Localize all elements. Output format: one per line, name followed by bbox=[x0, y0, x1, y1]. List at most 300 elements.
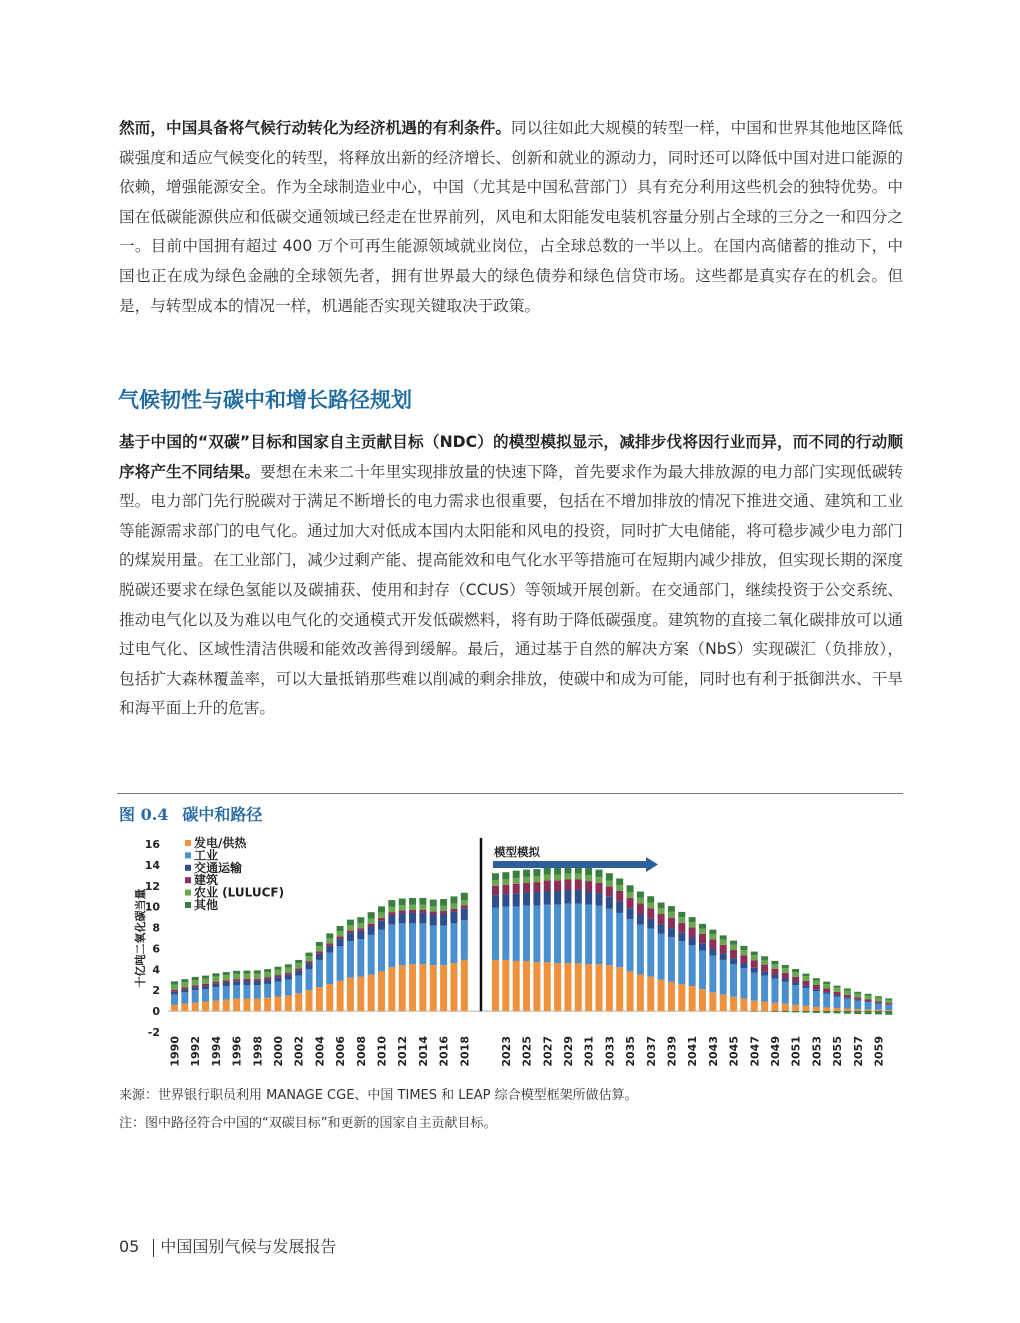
historical-bar-segment bbox=[275, 982, 282, 997]
projection-bar-segment bbox=[647, 896, 654, 902]
historical-bar-segment bbox=[223, 986, 230, 1000]
projection-sink-segment bbox=[813, 1011, 820, 1013]
historical-bar-segment bbox=[368, 927, 375, 935]
historical-bar-segment bbox=[419, 898, 426, 905]
historical-bar-segment bbox=[243, 981, 250, 985]
historical-bar-segment bbox=[275, 996, 282, 1011]
projection-sink-segment bbox=[823, 1011, 830, 1013]
historical-bar-segment bbox=[275, 977, 282, 982]
projection-bar-segment bbox=[865, 1002, 872, 1009]
x-tick-label: 2029 bbox=[561, 1036, 575, 1067]
historical-bar-segment bbox=[192, 1003, 199, 1011]
historical-bar-segment bbox=[357, 917, 364, 923]
projection-bar-segment bbox=[751, 968, 758, 973]
x-tick-label: 2027 bbox=[541, 1036, 555, 1067]
historical-bar-segment bbox=[212, 976, 219, 981]
historical-bar-segment bbox=[233, 974, 240, 979]
projection-bar-segment bbox=[637, 898, 644, 904]
projection-bar-segment bbox=[730, 964, 737, 996]
x-tick-label: 2039 bbox=[665, 1036, 679, 1067]
historical-bar-segment bbox=[368, 924, 375, 927]
x-tick-label: 2016 bbox=[437, 1036, 451, 1067]
projection-bar-segment bbox=[492, 908, 499, 960]
projection-bar-segment bbox=[771, 979, 778, 1003]
projection-bar-segment bbox=[554, 881, 561, 891]
historical-bar-segment bbox=[285, 967, 292, 972]
projection-bar-segment bbox=[689, 922, 696, 927]
historical-bar-segment bbox=[264, 977, 271, 979]
legend-label: 发电/供热 bbox=[194, 836, 247, 850]
legend-swatch bbox=[185, 902, 191, 908]
historical-bar-segment bbox=[264, 972, 271, 977]
historical-bar-segment bbox=[306, 990, 313, 1011]
projection-bar-segment bbox=[782, 973, 789, 979]
historical-bar-segment bbox=[430, 900, 437, 907]
projection-bar-segment bbox=[689, 937, 696, 945]
projection-bar-segment bbox=[658, 924, 665, 933]
historical-bar-segment bbox=[264, 980, 271, 984]
x-tick-label: 2047 bbox=[748, 1036, 762, 1067]
historical-bar-segment bbox=[223, 975, 230, 980]
historical-bar-segment bbox=[306, 969, 313, 990]
projection-bar-segment bbox=[740, 999, 747, 1012]
historical-bar-segment bbox=[326, 946, 333, 953]
projection-bar-segment bbox=[668, 937, 675, 982]
projection-bar-segment bbox=[720, 960, 727, 994]
historical-bar-segment bbox=[461, 908, 468, 920]
projection-bar-segment bbox=[606, 965, 613, 1011]
projection-bar-segment bbox=[637, 975, 644, 1012]
projection-bar-segment bbox=[865, 996, 872, 1000]
legend-label: 农业 (LULUCF) bbox=[194, 885, 285, 900]
projection-bar-segment bbox=[792, 985, 799, 1005]
projection-bar-segment bbox=[544, 868, 551, 875]
historical-bar-segment bbox=[233, 999, 240, 1012]
projection-bar-segment bbox=[792, 1005, 799, 1011]
projection-bar-segment bbox=[823, 984, 830, 988]
page-number: 05 bbox=[119, 1237, 140, 1256]
projection-bar-segment bbox=[844, 997, 851, 998]
historical-bar-segment bbox=[399, 911, 406, 914]
projection-bar-segment bbox=[709, 934, 716, 939]
historical-bar-segment bbox=[181, 992, 188, 1003]
projection-bar-segment bbox=[585, 875, 592, 881]
projection-sink-segment bbox=[854, 1011, 861, 1014]
projection-bar-segment bbox=[875, 1010, 882, 1011]
historical-bar-segment bbox=[181, 990, 188, 993]
historical-bar-segment bbox=[264, 984, 271, 998]
projection-bar-segment bbox=[513, 961, 520, 1011]
projection-bar-segment bbox=[823, 994, 830, 1008]
historical-bar-segment bbox=[254, 974, 261, 979]
projection-bar-segment bbox=[709, 949, 716, 956]
projection-bar-segment bbox=[523, 961, 530, 1011]
projection-bar-segment bbox=[834, 996, 841, 1007]
projection-bar-segment bbox=[533, 906, 540, 962]
historical-bar-segment bbox=[254, 999, 261, 1012]
historical-bar-segment bbox=[419, 964, 426, 1011]
projection-bar-segment bbox=[803, 988, 810, 1006]
projection-sink-segment bbox=[865, 1011, 872, 1014]
projection-bar-segment bbox=[502, 872, 509, 879]
projection-bar-segment bbox=[885, 1000, 892, 1003]
projection-bar-segment bbox=[523, 883, 530, 893]
projection-bar-segment bbox=[834, 1008, 841, 1011]
projection-bar-segment bbox=[668, 912, 675, 918]
historical-bar-segment bbox=[243, 971, 250, 974]
projection-sink-segment bbox=[844, 1011, 851, 1014]
x-tick-label: 2059 bbox=[872, 1036, 886, 1067]
projection-sink-segment bbox=[803, 1011, 810, 1013]
projection-bar-segment bbox=[823, 1007, 830, 1011]
figure-note: 注：图中路径符合中国的“双碳目标”和更新的国家自主贡献目标。 bbox=[119, 1116, 497, 1131]
historical-bar-segment bbox=[357, 977, 364, 1011]
historical-bar-segment bbox=[212, 987, 219, 1001]
historical-bar-segment bbox=[388, 907, 395, 912]
projection-bar-segment bbox=[699, 989, 706, 1011]
historical-bar-segment bbox=[316, 954, 323, 960]
projection-bar-segment bbox=[834, 992, 841, 995]
projection-bar-segment bbox=[647, 929, 654, 977]
paragraph-body: 要想在未来二十年里实现排放量的快速下降，首先要求作为最大排放源的电力部门实现低碳转型。电力部门先行脱碳对于满足不断增长的电力需求也很重要，包括在不增加排放的情况下推进交通、建筑和工业等能源需求部门的电气化。通过加大对低成本国内太阳能和风电的投资，同时扩大电储能，将可稳步减少电力部门的煤炭用量。在工业部门，减少过剩产能、提高能效和电气化水平等措施可在短期内减少排放，但实现长期的深度脱碳还要求在绿色氢能以及碳捕获、使用和封存（CCUS）等领域开展创新。在交通部门，继续投资于公交系统、推动电气化以及为难以电气化的交通模式开发低碳燃料，将有助于降低碳强度。建筑物的直接二氧化碳排放可以通过电气化、区域性清洁供暖和能效改善得到缓解。最后，通过基于自然的解决方案（NbS）实现碳汇（负排放），包括扩大森林覆盖率，可以大量抵销那些难以削减的剩余排放，使碳中和成为可能，同时也有利于抵御洪水、干旱和海平面上升的危害。 bbox=[119, 462, 903, 718]
historical-bar-segment bbox=[461, 920, 468, 960]
projection-bar-segment bbox=[823, 982, 830, 985]
projection-bar-segment bbox=[627, 908, 634, 919]
projection-bar-segment bbox=[554, 868, 561, 875]
projection-bar-segment bbox=[564, 874, 571, 880]
projection-bar-segment bbox=[513, 878, 520, 884]
projection-bar-segment bbox=[720, 954, 727, 960]
projection-bar-segment bbox=[720, 935, 727, 939]
historical-bar-segment bbox=[450, 923, 457, 963]
paragraph-lead: 基于中国的“双碳”目标和国家自主贡献目标（NDC）的模型模拟显示，减排步伐将因行业而异，而不同的行动顺序将产生不同结果。 bbox=[119, 433, 903, 481]
historical-bar-segment bbox=[378, 906, 385, 912]
footer-separator bbox=[153, 1239, 154, 1257]
projection-bar-segment bbox=[844, 999, 851, 1009]
historical-bar-segment bbox=[171, 990, 178, 992]
historical-bar-segment bbox=[450, 963, 457, 1011]
projection-bar-segment bbox=[699, 924, 706, 929]
x-tick-label: 1998 bbox=[251, 1036, 265, 1067]
x-tick-label: 1990 bbox=[168, 1036, 182, 1067]
historical-bar-segment bbox=[192, 987, 199, 990]
historical-bar-segment bbox=[378, 971, 385, 1011]
historical-bar-segment bbox=[399, 899, 406, 906]
projection-bar-segment bbox=[709, 992, 716, 1011]
historical-bar-segment bbox=[171, 994, 178, 1004]
projection-bar-segment bbox=[844, 1009, 851, 1012]
projection-bar-segment bbox=[554, 891, 561, 905]
historical-bar-segment bbox=[419, 905, 426, 910]
projection-bar-segment bbox=[658, 914, 665, 924]
projection-bar-segment bbox=[544, 962, 551, 1011]
projection-bar-segment bbox=[678, 984, 685, 1011]
projection-bar-segment bbox=[834, 986, 841, 988]
historical-bar-segment bbox=[275, 967, 282, 970]
projection-bar-segment bbox=[502, 907, 509, 960]
legend-swatch bbox=[185, 890, 191, 896]
projection-bar-segment bbox=[606, 881, 613, 887]
historical-bar-segment bbox=[171, 992, 178, 995]
historical-bar-segment bbox=[357, 928, 364, 931]
historical-bar-segment bbox=[202, 986, 209, 989]
projection-bar-segment bbox=[885, 1010, 892, 1011]
projection-bar-segment bbox=[523, 906, 530, 961]
historical-bar-segment bbox=[347, 941, 354, 978]
projection-bar-segment bbox=[637, 924, 644, 974]
historical-bar-segment bbox=[254, 979, 261, 981]
projection-bar-segment bbox=[668, 928, 675, 937]
historical-bar-segment bbox=[295, 976, 302, 994]
historical-bar-segment bbox=[295, 970, 302, 975]
historical-bar-segment bbox=[223, 980, 230, 982]
x-tick-label: 2006 bbox=[334, 1036, 348, 1067]
y-tick-label: 10 bbox=[144, 900, 160, 914]
projection-bar-segment bbox=[854, 1009, 861, 1011]
projection-bar-segment bbox=[823, 992, 830, 994]
projection-bar-segment bbox=[740, 950, 747, 955]
projection-bar-segment bbox=[854, 994, 861, 998]
projection-sink-segment bbox=[792, 1011, 799, 1012]
legend-label: 其他 bbox=[194, 898, 219, 912]
projection-bar-segment bbox=[502, 885, 509, 894]
projection-bar-segment bbox=[761, 956, 768, 960]
projection-bar-segment bbox=[627, 919, 634, 971]
historical-bar-segment bbox=[347, 925, 354, 930]
historical-bar-segment bbox=[337, 931, 344, 936]
projection-bar-segment bbox=[596, 883, 603, 893]
projection-bar-segment bbox=[771, 975, 778, 979]
x-tick-label: 2008 bbox=[354, 1036, 368, 1067]
legend-swatch bbox=[185, 865, 191, 871]
historical-bar-segment bbox=[337, 939, 344, 946]
projection-bar-segment bbox=[699, 934, 706, 943]
historical-bar-segment bbox=[357, 923, 364, 928]
projection-bar-segment bbox=[596, 870, 603, 877]
x-tick-label: 2053 bbox=[810, 1036, 824, 1067]
projection-bar-segment bbox=[585, 892, 592, 905]
x-tick-label: 2002 bbox=[292, 1036, 306, 1067]
paragraph-pathways bbox=[119, 428, 903, 724]
historical-bar-segment bbox=[243, 974, 250, 979]
historical-bar-segment bbox=[233, 985, 240, 999]
projection-bar-segment bbox=[740, 946, 747, 950]
x-tick-label: 2037 bbox=[644, 1036, 658, 1067]
projection-bar-segment bbox=[544, 891, 551, 905]
projection-bar-segment bbox=[761, 1002, 768, 1011]
projection-bar-segment bbox=[720, 940, 727, 945]
projection-bar-segment bbox=[792, 969, 799, 972]
historical-bar-segment bbox=[181, 1004, 188, 1011]
historical-bar-segment bbox=[399, 905, 406, 910]
historical-bar-segment bbox=[430, 925, 437, 965]
x-tick-label: 2049 bbox=[768, 1036, 782, 1067]
projection-bar-segment bbox=[554, 963, 561, 1011]
legend-label: 工业 bbox=[194, 848, 219, 863]
historical-bar-segment bbox=[243, 999, 250, 1012]
historical-bar-segment bbox=[316, 951, 323, 953]
historical-bar-segment bbox=[295, 968, 302, 970]
projection-bar-segment bbox=[792, 977, 799, 982]
projection-bar-segment bbox=[564, 904, 571, 964]
x-tick-label: 2018 bbox=[458, 1036, 472, 1067]
projection-bar-segment bbox=[575, 904, 582, 964]
historical-bar-segment bbox=[409, 923, 416, 964]
projection-bar-segment bbox=[533, 876, 540, 882]
y-tick-label: 4 bbox=[152, 963, 160, 977]
historical-bar-segment bbox=[264, 969, 271, 972]
historical-bar-segment bbox=[254, 970, 261, 973]
projection-sink-segment bbox=[751, 1011, 758, 1012]
x-tick-label: 2033 bbox=[603, 1036, 617, 1067]
x-tick-label: 2041 bbox=[686, 1036, 700, 1067]
historical-bar-segment bbox=[388, 912, 395, 915]
projection-bar-segment bbox=[751, 955, 758, 960]
historical-bar-segment bbox=[409, 964, 416, 1011]
projection-bar-segment bbox=[875, 1001, 882, 1003]
historical-bar-segment bbox=[233, 971, 240, 974]
historical-bar-segment bbox=[202, 1002, 209, 1011]
projection-bar-segment bbox=[865, 1010, 872, 1012]
historical-bar-segment bbox=[212, 973, 219, 976]
projection-bar-segment bbox=[492, 960, 499, 1011]
projection-bar-segment bbox=[751, 960, 758, 967]
historical-bar-segment bbox=[399, 923, 406, 965]
y-tick-label: 2 bbox=[152, 984, 160, 998]
projection-bar-segment bbox=[596, 893, 603, 906]
projection-bar-segment bbox=[885, 1005, 892, 1010]
projection-bar-segment bbox=[502, 960, 509, 1011]
x-tick-label: 2004 bbox=[313, 1036, 327, 1067]
x-tick-label: 2035 bbox=[624, 1036, 638, 1067]
legend-swatch bbox=[185, 877, 191, 883]
historical-bar-segment bbox=[347, 920, 354, 926]
projection-bar-segment bbox=[875, 998, 882, 1002]
projection-bar-segment bbox=[606, 897, 613, 909]
historical-bar-segment bbox=[181, 982, 188, 987]
projection-bar-segment bbox=[834, 995, 841, 996]
x-tick-label: 1992 bbox=[189, 1036, 203, 1067]
projection-bar-segment bbox=[668, 918, 675, 928]
projection-bar-segment bbox=[523, 870, 530, 877]
page-footer bbox=[119, 1234, 336, 1257]
projection-bar-segment bbox=[668, 906, 675, 912]
historical-bar-segment bbox=[347, 933, 354, 941]
projection-bar-segment bbox=[575, 874, 582, 880]
historical-bar-segment bbox=[450, 912, 457, 923]
historical-bar-segment bbox=[202, 979, 209, 984]
projection-bar-segment bbox=[492, 880, 499, 886]
historical-bar-segment bbox=[450, 896, 457, 903]
projection-bar-segment bbox=[699, 943, 706, 950]
historical-bar-segment bbox=[192, 980, 199, 985]
historical-bar-segment bbox=[306, 956, 313, 961]
x-tick-label: 1994 bbox=[209, 1036, 223, 1067]
legend-swatch bbox=[185, 852, 191, 858]
historical-bar-segment bbox=[202, 989, 209, 1002]
projection-sink-segment bbox=[771, 1011, 778, 1012]
projection-bar-segment bbox=[627, 892, 634, 898]
historical-bar-segment bbox=[285, 995, 292, 1011]
historical-bar-segment bbox=[461, 893, 468, 900]
projection-bar-segment bbox=[751, 972, 758, 1000]
projection-bar-segment bbox=[492, 873, 499, 880]
historical-bar-segment bbox=[243, 979, 250, 981]
historical-bar-segment bbox=[223, 982, 230, 986]
projection-bar-segment bbox=[596, 906, 603, 964]
historical-bar-segment bbox=[275, 970, 282, 975]
projection-bar-segment bbox=[544, 881, 551, 891]
historical-bar-segment bbox=[430, 965, 437, 1011]
projection-bar-segment bbox=[637, 892, 644, 898]
x-tick-label: 2043 bbox=[706, 1036, 720, 1067]
historical-bar-segment bbox=[430, 912, 437, 915]
projection-bar-segment bbox=[709, 956, 716, 993]
projection-bar-segment bbox=[492, 886, 499, 895]
projection-bar-segment bbox=[803, 986, 810, 989]
projection-bar-segment bbox=[575, 963, 582, 1011]
historical-bar-segment bbox=[285, 973, 292, 975]
projection-bar-segment bbox=[865, 1001, 872, 1002]
projection-bar-segment bbox=[533, 882, 540, 892]
historical-bar-segment bbox=[368, 975, 375, 1012]
report-title: 中国国别气候与发展报告 bbox=[160, 1237, 337, 1256]
historical-bar-segment bbox=[171, 981, 178, 984]
historical-bar-segment bbox=[399, 965, 406, 1011]
projection-bar-segment bbox=[513, 907, 520, 961]
projection-bar-segment bbox=[647, 908, 654, 918]
projection-bar-segment bbox=[647, 919, 654, 929]
projection-bar-segment bbox=[678, 933, 685, 941]
projection-bar-segment bbox=[854, 1000, 861, 1001]
projection-bar-segment bbox=[740, 963, 747, 968]
projection-bar-segment bbox=[513, 884, 520, 894]
x-tick-label: 2012 bbox=[396, 1036, 410, 1067]
historical-bar-segment bbox=[202, 984, 209, 986]
x-tick-label: 2055 bbox=[831, 1036, 845, 1067]
projection-bar-segment bbox=[616, 878, 623, 885]
historical-bar-segment bbox=[181, 988, 188, 990]
figure-divider bbox=[117, 793, 903, 794]
historical-bar-segment bbox=[430, 906, 437, 911]
projection-bar-segment bbox=[699, 929, 706, 934]
projection-bar-segment bbox=[782, 982, 789, 1004]
projection-bar-segment bbox=[771, 964, 778, 969]
projection-bar-segment bbox=[885, 998, 892, 1000]
y-tick-label: 12 bbox=[144, 879, 160, 893]
historical-bar-segment bbox=[233, 979, 240, 981]
projection-bar-segment bbox=[658, 934, 665, 980]
historical-bar-segment bbox=[192, 977, 199, 980]
historical-bar-segment bbox=[254, 981, 261, 985]
projection-bar-segment bbox=[844, 988, 851, 990]
historical-bar-segment bbox=[202, 976, 209, 979]
paragraph-opportunity bbox=[119, 114, 903, 321]
historical-bar-segment bbox=[326, 953, 333, 984]
projection-bar-segment bbox=[699, 951, 706, 990]
x-tick-label: 2045 bbox=[727, 1036, 741, 1067]
figure-number: 图 0.4 bbox=[119, 805, 169, 824]
figure-caption bbox=[119, 802, 276, 825]
historical-bar-segment bbox=[306, 962, 313, 964]
projection-bar-segment bbox=[689, 928, 696, 938]
historical-bar-segment bbox=[409, 913, 416, 923]
projection-bar-segment bbox=[647, 902, 654, 908]
historical-bar-segment bbox=[388, 967, 395, 1011]
historical-bar-segment bbox=[337, 946, 344, 980]
projection-bar-segment bbox=[616, 885, 623, 891]
projection-bar-segment bbox=[596, 877, 603, 883]
